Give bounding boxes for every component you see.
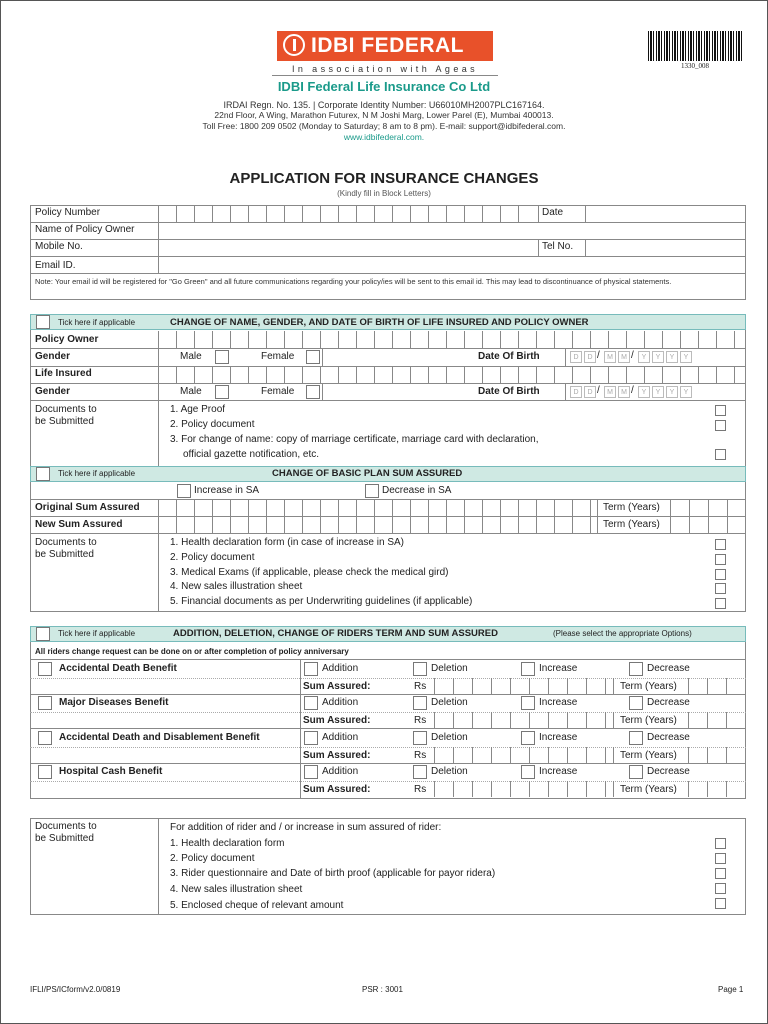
insured-gender-label: Gender [35, 386, 71, 397]
rider-deletion-label: Deletion [431, 697, 468, 708]
rider-decrease-checkbox[interactable] [629, 731, 643, 745]
rider-increase-label: Increase [539, 663, 578, 674]
policy-owner-label: Policy Owner [35, 334, 99, 345]
section3-tick-label: Tick here if applicable [58, 629, 136, 638]
policy-number-label: Policy Number [35, 207, 101, 218]
regn-line: IRDAI Regn. No. 135. | Corporate Identity Number: U66010MH2007PLC167164. [223, 100, 545, 110]
section4-doc-item: 3. Rider questionnaire and Date of birth proof (applicable for payor ridera) [170, 868, 496, 879]
section2-doc-item: 3. Medical Exams (if applicable, please check the medical gird) [170, 567, 449, 578]
original-term-input[interactable] [670, 499, 746, 516]
rider-deletion-checkbox[interactable] [413, 731, 427, 745]
insured-male-checkbox[interactable] [215, 385, 229, 399]
rider-deletion-checkbox[interactable] [413, 662, 427, 676]
section2-tick-checkbox[interactable] [36, 467, 50, 481]
owner-name-input[interactable] [160, 223, 744, 238]
section1-doc-checkbox[interactable] [715, 449, 726, 460]
section3-tick-checkbox[interactable] [36, 627, 50, 641]
logo-text: IDBI FEDERAL [311, 34, 464, 57]
section3-heading-note: (Please select the appropriate Options) [553, 629, 692, 638]
rider-deletion-label: Deletion [431, 732, 468, 743]
go-green-note: Note: Your email id will be registered for "Go Green" and all future communications regarding your policy/ies will be sent to this email id. This may lead to discontinuance of physical statements. [35, 277, 672, 286]
insured-female-label: Female [261, 386, 295, 397]
rider-addition-label: Addition [322, 697, 359, 708]
insured-dob-label: Date Of Birth [478, 386, 540, 397]
rider-sum-assured-label: Sum Assured: [303, 715, 371, 726]
section1-doc-item: official gazette notification, etc. [183, 449, 320, 460]
form-subtitle: (Kindly fill in Block Letters) [337, 189, 431, 198]
new-sa-label: New Sum Assured [35, 519, 123, 530]
rider-increase-checkbox[interactable] [521, 731, 535, 745]
tagline-rule [272, 75, 498, 76]
section2-docs-label-line2: be Submitted [35, 549, 94, 560]
section2-doc-item: 4. New sales illustration sheet [170, 581, 303, 592]
form-code: IFLI/PS/ICform/v2.0/0819 [30, 985, 121, 994]
section1-doc-item: 3. For change of name: copy of marriage certificate, marriage card with declaration, [170, 434, 539, 445]
section2-heading: CHANGE OF BASIC PLAN SUM ASSURED [272, 468, 463, 479]
insured-male-label: Male [180, 386, 202, 397]
date-input[interactable] [586, 206, 744, 221]
form-title: APPLICATION FOR INSURANCE CHANGES [229, 170, 539, 187]
decrease-sa-checkbox[interactable] [365, 484, 379, 498]
section4-intro: For addition of rider and / or increase in sum assured of rider: [170, 822, 442, 833]
rider-decrease-checkbox[interactable] [629, 696, 643, 710]
section4-doc-checkbox[interactable] [715, 898, 726, 909]
rider-name: Hospital Cash Benefit [59, 766, 163, 777]
rider-addition-label: Addition [322, 766, 359, 777]
rider-name: Major Diseases Benefit [59, 697, 169, 708]
rider-deletion-checkbox[interactable] [413, 696, 427, 710]
rider-rs-label: Rs [414, 715, 427, 726]
rider-term-input[interactable] [688, 678, 746, 694]
date-label: Date [542, 207, 564, 218]
section1-doc-checkbox[interactable] [715, 405, 726, 416]
rider-term-input[interactable] [688, 712, 746, 728]
section2-doc-checkbox[interactable] [715, 554, 726, 565]
section2-doc-checkbox[interactable] [715, 598, 726, 609]
rider-increase-label: Increase [539, 732, 578, 743]
original-term-label: Term (Years) [603, 502, 660, 513]
rider-sum-assured-label: Sum Assured: [303, 784, 371, 795]
rider-addition-label: Addition [322, 732, 359, 743]
rider-checkbox[interactable] [38, 696, 52, 710]
insured-dob-input[interactable]: D D / M M / Y Y Y Y [570, 386, 710, 399]
barcode-number: 1330_008 [681, 62, 709, 70]
rider-term-input[interactable] [688, 747, 746, 763]
section1-doc-item: 2. Policy document [170, 419, 255, 430]
section4-doc-checkbox[interactable] [715, 868, 726, 879]
rider-sum-assured-label: Sum Assured: [303, 681, 371, 692]
section2-doc-checkbox[interactable] [715, 569, 726, 580]
rider-increase-label: Increase [539, 697, 578, 708]
rider-checkbox[interactable] [38, 662, 52, 676]
rider-term-label: Term (Years) [620, 750, 677, 761]
rider-decrease-label: Decrease [647, 766, 690, 777]
section1-tick-checkbox[interactable] [36, 315, 50, 329]
section2-tick-label: Tick here if applicable [58, 469, 136, 478]
email-input[interactable] [160, 257, 744, 272]
rider-deletion-checkbox[interactable] [413, 765, 427, 779]
rider-addition-checkbox[interactable] [304, 731, 318, 745]
rider-increase-checkbox[interactable] [521, 662, 535, 676]
decrease-sa-label: Decrease in SA [382, 485, 452, 496]
rider-decrease-label: Decrease [647, 732, 690, 743]
psr-number: PSR : 3001 [362, 985, 403, 994]
owner-male-label: Male [180, 351, 202, 362]
section2-doc-item: 1. Health declaration form (in case of increase in SA) [170, 537, 404, 548]
rider-decrease-checkbox[interactable] [629, 765, 643, 779]
address-line: 22nd Floor, A Wing, Marathon Futurex, N M Joshi Marg, Lower Parel (E), Mumbai 400013. [214, 110, 554, 120]
rider-deletion-label: Deletion [431, 663, 468, 674]
rider-decrease-label: Decrease [647, 697, 690, 708]
owner-female-checkbox[interactable] [306, 350, 320, 364]
section2-doc-item: 5. Financial documents as per Underwriting guidelines (if applicable) [170, 596, 473, 607]
section4-doc-item: 2. Policy document [170, 853, 255, 864]
section1-docs-label-line1: Documents to [35, 404, 97, 415]
section2-doc-item: 2. Policy document [170, 552, 255, 563]
owner-female-label: Female [261, 351, 295, 362]
rider-rs-label: Rs [414, 784, 427, 795]
section4-doc-item: 5. Enclosed cheque of relevant amount [170, 900, 344, 911]
rider-term-input[interactable] [688, 781, 746, 797]
rider-addition-checkbox[interactable] [304, 662, 318, 676]
rider-name: Accidental Death and Disablement Benefit [59, 732, 260, 743]
section4-doc-item: 4. New sales illustration sheet [170, 884, 303, 895]
rider-checkbox[interactable] [38, 731, 52, 745]
rider-term-label: Term (Years) [620, 681, 677, 692]
section1-doc-item: 1. Age Proof [170, 404, 226, 415]
new-term-input[interactable] [670, 516, 746, 533]
section1-heading: CHANGE OF NAME, GENDER, AND DATE OF BIRTH OF LIFE INSURED AND POLICY OWNER [170, 317, 589, 328]
rider-sum-assured-label: Sum Assured: [303, 750, 371, 761]
owner-dob-input[interactable]: D D / M M / Y Y Y Y [570, 351, 710, 364]
rider-addition-checkbox[interactable] [304, 696, 318, 710]
section1-tick-label: Tick here if applicable [58, 318, 136, 327]
section4-doc-checkbox[interactable] [715, 838, 726, 849]
rider-increase-label: Increase [539, 766, 578, 777]
section4-doc-checkbox[interactable] [715, 853, 726, 864]
barcode [648, 31, 742, 61]
rider-addition-checkbox[interactable] [304, 765, 318, 779]
increase-sa-checkbox[interactable] [177, 484, 191, 498]
rider-sum-assured-input[interactable] [434, 747, 614, 763]
tollfree-line: Toll Free: 1800 209 0502 (Monday to Saturday; 8 am to 8 pm). E-mail: support@idbifederal.com. [202, 121, 566, 131]
rider-sum-assured-input[interactable] [434, 781, 614, 797]
owner-male-checkbox[interactable] [215, 350, 229, 364]
section1-docs-label-line2: be Submitted [35, 416, 94, 427]
tagline: In association with Ageas [291, 64, 479, 74]
rider-rs-label: Rs [414, 750, 427, 761]
owner-dob-label: Date Of Birth [478, 351, 540, 362]
section1-doc-checkbox[interactable] [715, 420, 726, 431]
rider-deletion-label: Deletion [431, 766, 468, 777]
company-name: IDBI Federal Life Insurance Co Ltd [277, 79, 491, 94]
section4-docs-label-line1: Documents to [35, 821, 97, 832]
rider-sum-assured-input[interactable] [434, 712, 614, 728]
section2-doc-checkbox[interactable] [715, 539, 726, 550]
original-sa-input[interactable] [158, 499, 598, 516]
section4-doc-item: 1. Health declaration form [170, 838, 285, 849]
life-insured-label: Life Insured [35, 368, 92, 379]
website-link[interactable]: www.idbifederal.com. [343, 132, 425, 142]
section2-docs-label-line1: Documents to [35, 537, 97, 548]
new-term-label: Term (Years) [603, 519, 660, 530]
section2-doc-checkbox[interactable] [715, 583, 726, 594]
email-label: Email ID. [35, 260, 76, 271]
section4-doc-checkbox[interactable] [715, 883, 726, 894]
mobile-label: Mobile No. [35, 241, 83, 252]
rider-term-label: Term (Years) [620, 784, 677, 795]
rider-rs-label: Rs [414, 681, 427, 692]
original-sa-label: Original Sum Assured [35, 502, 140, 513]
policy-owner-name-input[interactable] [158, 331, 746, 348]
rider-decrease-checkbox[interactable] [629, 662, 643, 676]
owner-name-label: Name of Policy Owner [35, 224, 135, 235]
owner-gender-label: Gender [35, 351, 71, 362]
rider-name: Accidental Death Benefit [59, 663, 177, 674]
policy-number-input[interactable] [158, 205, 538, 222]
section4-docs-label-line2: be Submitted [35, 833, 94, 844]
logo-emblem-icon [283, 34, 305, 56]
new-sa-input[interactable] [158, 516, 598, 533]
anniversary-note: All riders change request can be done on or after completion of policy anniversary [35, 647, 349, 656]
tel-input[interactable] [586, 240, 744, 255]
insured-female-checkbox[interactable] [306, 385, 320, 399]
life-insured-name-input[interactable] [158, 366, 746, 383]
rider-checkbox[interactable] [38, 765, 52, 779]
idbi-logo [277, 31, 493, 61]
rider-sum-assured-input[interactable] [434, 678, 614, 694]
section3-heading: ADDITION, DELETION, CHANGE OF RIDERS TERM AND SUM ASSURED [173, 628, 498, 639]
rider-decrease-label: Decrease [647, 663, 690, 674]
rider-term-label: Term (Years) [620, 715, 677, 726]
rider-increase-checkbox[interactable] [521, 696, 535, 710]
page-number: Page 1 [718, 985, 744, 994]
mobile-input[interactable] [160, 240, 536, 255]
rider-addition-label: Addition [322, 663, 359, 674]
rider-increase-checkbox[interactable] [521, 765, 535, 779]
tel-label: Tel No. [542, 241, 574, 252]
increase-sa-label: Increase in SA [194, 485, 260, 496]
